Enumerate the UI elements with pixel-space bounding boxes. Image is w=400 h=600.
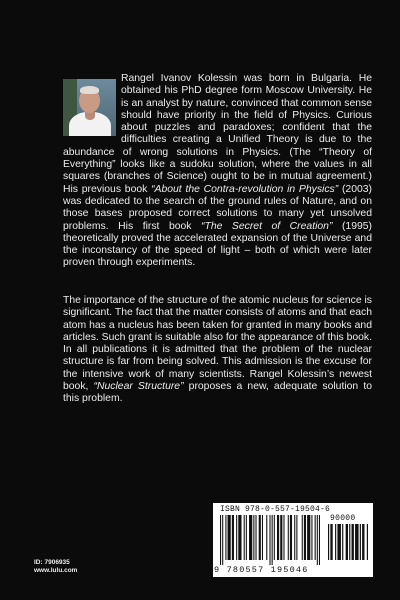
publisher-identifier bbox=[34, 559, 77, 575]
book-title-secret-of-creation: “The Secret of Creation” bbox=[201, 220, 333, 232]
book-title-nuclear-structure: “Nuclear Structure” bbox=[93, 381, 184, 393]
bio-text-2: (2003) was dedicated to the search of the ground rules of Nature, and on those bases proposed correct solutions to many yet unsolved problems. His first book bbox=[63, 183, 372, 232]
lulu-website: www.lulu.com bbox=[34, 567, 78, 574]
author-bio bbox=[63, 73, 372, 270]
book-description bbox=[63, 295, 372, 406]
isbn-number: ISBN 978-0-557-19504-6 bbox=[220, 505, 331, 514]
isbn-barcode bbox=[213, 503, 373, 577]
bio-text-3: (1995) theoretically proved the accelerated expansion of the Universe and the inconstancy of the speed of light – both of which were later proven through experiments. bbox=[63, 220, 372, 269]
ean-digits: 9 780557 195046 bbox=[214, 565, 309, 575]
bio-text-1: Rangel Ivanov Kolessin was born in Bulgaria. He obtained his PhD degree form Moscow University. He is an analyst by nature, convinced that common sense should have priority in the field of Physics. Curious about puzzles and paradoxes; confident that the difficulties creating a Unified Theory is due to the abundance of wrong solutions in Physics. (The “Theory of Everything” looks like a sudoku solution, where the values in all squares (branches of Science) ought to be in mutual agreement.) His previous book bbox=[63, 73, 372, 195]
ean-barcode-bars bbox=[220, 515, 320, 565]
book-title-contra-revolution: “About the Contra-revolution in Physics” bbox=[151, 183, 339, 195]
lulu-id: ID: 7906935 bbox=[34, 559, 70, 566]
description-text-2: proposes a new, adequate solution to this problem. bbox=[63, 381, 372, 405]
price-code: 90000 bbox=[330, 514, 356, 523]
description-text-1: The importance of the structure of the atomic nucleus for science is significant. The fact that the matter consists of atoms and that each atom has a nucleus has been taken for granted in many books and articles. Such grant is suitable also for the appearance of this book. In all publications it is admitted that the problem of the nuclear structure is far from being solved. This admission is the excuse for the intensive work of many scientists. Rangel Kolessin’s newest book, bbox=[63, 295, 373, 393]
addon-barcode-bars bbox=[328, 524, 368, 565]
